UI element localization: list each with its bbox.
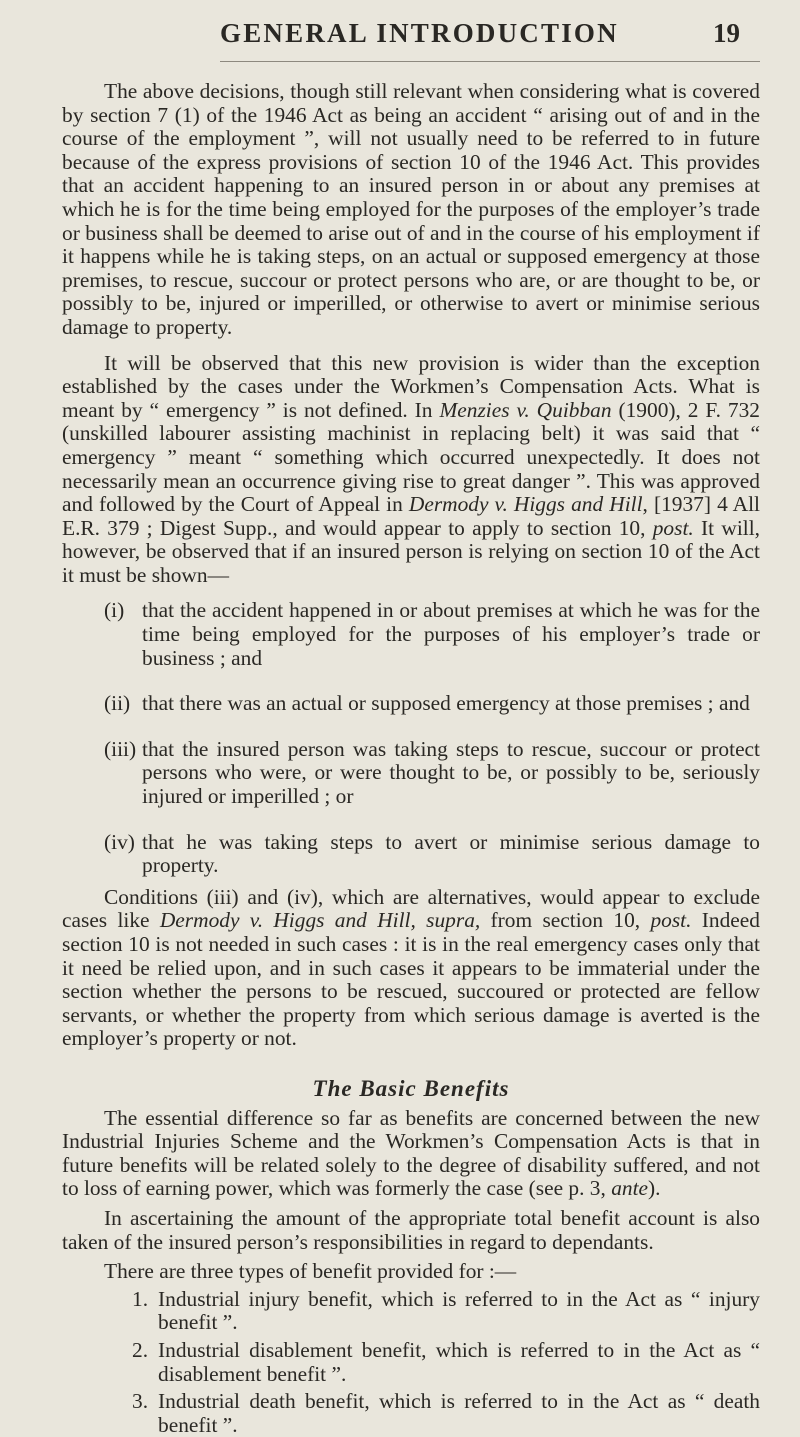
page-header <box>220 0 760 62</box>
paragraph-6: There are three types of benefit provided for :— <box>104 1259 517 1284</box>
section-heading: The Basic Benefits <box>312 1075 510 1101</box>
post-ref: post. <box>652 515 694 540</box>
case-name: Menzies v. Quibban <box>439 397 612 422</box>
paragraph-5: In ascertaining the amount of the appropriate total benefit account is also taken of the insured person’s responsibilities in regard to dependants. <box>62 1205 760 1254</box>
ante-ref: ante <box>611 1176 649 1201</box>
list-item: 2. Industrial disablement benefit, which is referred to in the Act as “ disablement benefit ”. <box>132 1337 760 1386</box>
conditions-list <box>62 599 760 877</box>
paragraph-3: Conditions (iii) and (iv), which are alternatives, would appear to exclude cases like Dermody v. Higgs and Hill, supra, from section 10, post. Indeed section 10 is not needed in such cases : it is in the real emergency cases only that it need be relied upon, and in such cases it appears to be immaterial under the section whether the persons to be rescued, succoured or protected are fellow servants, or whether the property from which serious damage is averted is the employer’s property or not. <box>62 884 760 1051</box>
list-item: (iv) that he was taking steps to avert or minimise serious damage to property. <box>104 829 760 878</box>
paragraph-1: The above decisions, though still relevant when considering what is covered by section 7 (1) of the 1946 Act as being an accident “ arising out of and in the course of the employment ”, will not usually need to be referred to in future because of the express provisions of section 10 of the 1946 Act. This provides that an accident happening to an insured person in or about any premises at which he is for the time being employed for the purposes of the employer’s trade or business shall be deemed to arise out of and in the course of his employment if it happens while he is taking steps, on an actual or supposed emergency at those premises, to rescue, succour or protect persons who are, or are thought to be, or possibly to be, injured or imperilled, or otherwise to avert or minimise serious damage to property. <box>62 79 760 339</box>
list-item: (i) that the accident happened in or about premises at which he was for the time being employed for the purposes of his employer’s trade or business ; and <box>104 598 760 670</box>
paragraph-4: The essential difference so far as benefits are concerned between the new Industrial Injuries Scheme and the Workmen’s Compensation Acts is that in future benefits will be related solely to the degree of disability suffered, and not to loss of earning power, which was formerly the case (see p. 3, ante). <box>62 1105 760 1201</box>
list-item: (iii) that the insured person was taking steps to rescue, succour or protect persons who were, or were thought to be, or possibly to be, seriously injured or imperilled ; or <box>104 736 760 809</box>
body-text <box>62 80 760 1437</box>
paragraph-2: It will be observed that this new provision is wider than the exception established by the cases under the Workmen’s Compensation Acts. What is meant by “ emergency ” is not defined. In Menzies v. Quibban (1900), 2 F. 732 (unskilled labourer assisting machinist in replacing belt) it was said that “ emergency ” meant “ something which occurred unexpectedly. It does not necessarily mean an occurrence giving rise to great danger ”. This was approved and followed by the Court of Appeal in Dermody v. Higgs and Hill, [1937] 4 All E.R. 379 ; Digest Supp., and would appear to apply to section 10, post. It will, however, be observed that if an insured person is relying on section 10 of the Act it must be shown— <box>62 350 761 587</box>
post-ref: post. <box>650 908 692 933</box>
running-title: GENERAL INTRODUCTION <box>220 18 619 48</box>
list-item: (ii) that there was an actual or supposed emergency at those premises ; and <box>104 691 750 716</box>
list-item: 3. Industrial death benefit, which is referred to in the Act as “ death benefit ”. <box>132 1389 760 1437</box>
benefits-list <box>62 1288 760 1437</box>
list-item: 1. Industrial injury benefit, which is referred to in the Act as “ injury benefit ”. <box>132 1286 760 1335</box>
case-name: Dermody v. Higgs and Hill <box>408 492 643 517</box>
case-name: Dermody v. Higgs and Hill, supra, <box>159 908 481 933</box>
page-number: 19 <box>713 18 740 48</box>
